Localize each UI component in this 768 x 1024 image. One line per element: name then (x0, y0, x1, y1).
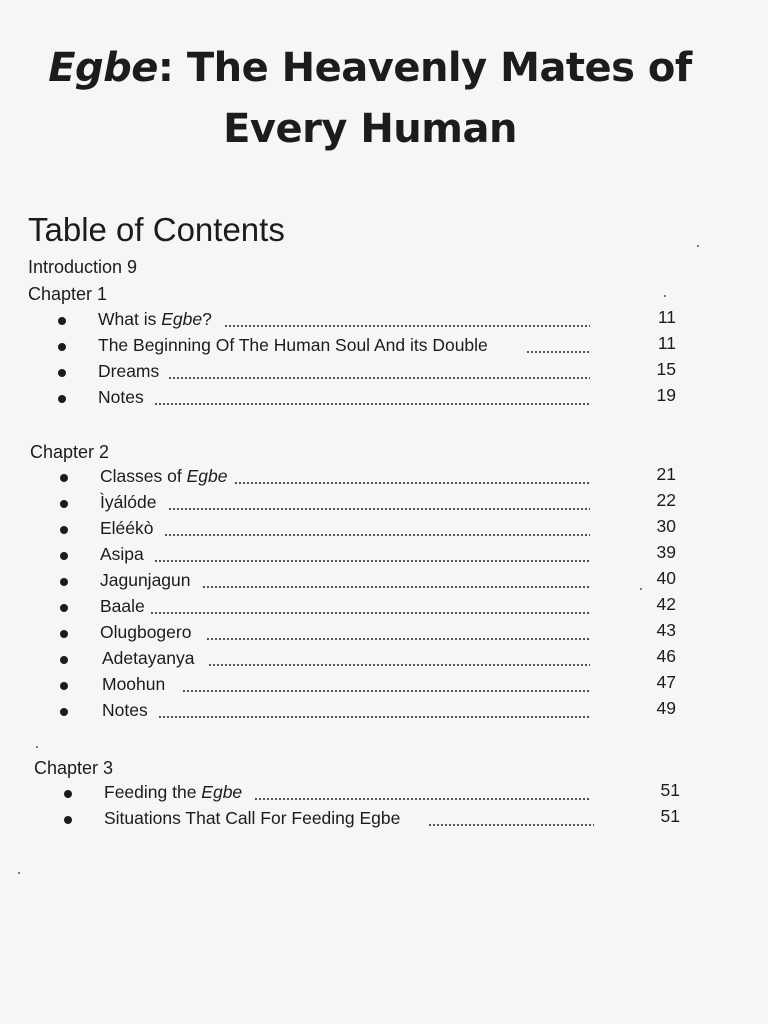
toc-page-number: 51 (660, 780, 680, 800)
bullet-icon (60, 552, 68, 560)
dot-leader (224, 325, 590, 327)
toc-page-number: 22 (656, 490, 676, 510)
chapter-2-label: Chapter 2 (30, 442, 110, 462)
bullet-icon (58, 369, 66, 377)
toc-page-number: 47 (656, 672, 676, 692)
dot-leader (168, 508, 590, 510)
toc-entry[interactable] (58, 309, 694, 333)
toc-entry[interactable] (60, 518, 694, 542)
toc-entry[interactable] (58, 387, 694, 411)
toc-page-number: 30 (656, 516, 676, 536)
bullet-icon (64, 790, 72, 798)
toc-heading: Table of Contents (28, 211, 285, 248)
title-italic-word: Egbe (48, 45, 158, 91)
toc-entry-label: The Beginning Of The Human Soul And its Double (98, 335, 488, 355)
toc-page-number: 43 (656, 620, 676, 640)
scan-speck (664, 295, 666, 297)
scan-speck (36, 746, 38, 748)
toc-entry-label: Dreams (98, 361, 160, 381)
toc-page-number: 15 (656, 359, 676, 379)
dot-leader (164, 534, 590, 536)
dot-leader (158, 716, 590, 718)
toc-entry[interactable] (64, 782, 694, 806)
toc-page-number: 19 (656, 385, 676, 405)
dot-leader (168, 377, 590, 379)
toc-entry-label: Olugbogero (100, 622, 192, 642)
toc-entry[interactable] (58, 361, 694, 385)
toc-page-number: 40 (656, 568, 676, 588)
dot-leader (206, 638, 590, 640)
bullet-icon (64, 816, 72, 824)
toc-page-number: 11 (657, 333, 676, 353)
toc-page-number: 46 (656, 646, 676, 666)
title-line-1-rest: : The Heavenly Mates of (157, 45, 692, 91)
dot-leader (234, 482, 590, 484)
bullet-icon (60, 604, 68, 612)
dot-leader (202, 586, 590, 588)
toc-entry[interactable] (64, 808, 694, 832)
dot-leader (526, 351, 590, 353)
toc-page-number: 49 (656, 698, 676, 718)
toc-entry[interactable] (60, 596, 694, 620)
toc-entry-label: Adetayanya (102, 648, 195, 668)
dot-leader (182, 690, 590, 692)
toc-entry-label: Classes of Egbe (100, 466, 228, 486)
dot-leader (428, 824, 594, 826)
toc-entry-label: Notes (98, 387, 144, 407)
bullet-icon (60, 526, 68, 534)
toc-entry-label: Baale (100, 596, 145, 616)
dot-leader (208, 664, 590, 666)
toc-entry-label: Notes (102, 700, 148, 720)
toc-entry-label: Situations That Call For Feeding Egbe (104, 808, 401, 828)
toc-page-number: 51 (660, 806, 680, 826)
dot-leader (154, 403, 590, 405)
toc-entry-label: Jagunjagun (100, 570, 191, 590)
toc-entry[interactable] (60, 570, 694, 594)
title-line-2: Every Human (223, 106, 517, 152)
bullet-icon (60, 682, 68, 690)
toc-entry[interactable] (58, 335, 694, 359)
bullet-icon (60, 500, 68, 508)
bullet-icon (60, 656, 68, 664)
document-title (30, 38, 710, 160)
toc-entry-label: Eléékò (100, 518, 154, 538)
toc-entry-label: Asipa (100, 544, 144, 564)
toc-page-number: 11 (657, 307, 676, 327)
toc-entry[interactable] (60, 622, 694, 646)
scan-speck (697, 245, 699, 247)
bullet-icon (60, 630, 68, 638)
dot-leader (150, 612, 590, 614)
scan-speck (640, 588, 642, 590)
bullet-icon (58, 395, 66, 403)
dot-leader (254, 798, 590, 800)
toc-page-number: 42 (656, 594, 676, 614)
chapter-3-label: Chapter 3 (34, 758, 114, 778)
bullet-icon (58, 317, 66, 325)
toc-page-number: 39 (656, 542, 676, 562)
toc-entry[interactable] (60, 700, 694, 724)
toc-entry-label: What is Egbe? (98, 309, 212, 329)
bullet-icon (58, 343, 66, 351)
chapter-1-label: Chapter 1 (28, 284, 108, 304)
bullet-icon (60, 708, 68, 716)
scan-speck (18, 872, 20, 874)
toc-entry[interactable] (60, 544, 694, 568)
toc-entry[interactable] (60, 648, 694, 672)
toc-page-number: 21 (656, 464, 676, 484)
bullet-icon (60, 474, 68, 482)
bullet-icon (60, 578, 68, 586)
toc-entry[interactable] (60, 674, 694, 698)
toc-entry-label: Moohun (102, 674, 166, 694)
title-line-1 (30, 38, 710, 99)
introduction-entry: Introduction 9 (28, 257, 138, 277)
toc-entry-label: Feeding the Egbe (104, 782, 243, 802)
toc-entry-label: Ìyálóde (100, 492, 157, 512)
toc-entry[interactable] (60, 492, 694, 516)
dot-leader (154, 560, 590, 562)
toc-entry[interactable] (60, 466, 694, 490)
